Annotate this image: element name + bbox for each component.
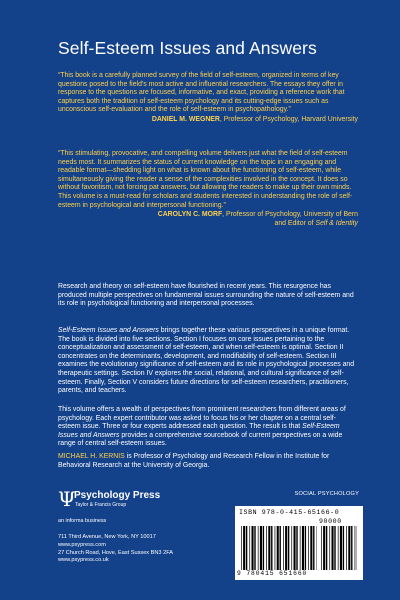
book-title-inline: Self-Esteem Issues and Answers: [58, 423, 340, 439]
isbn-barcode: [235, 506, 363, 580]
publisher-logo: [58, 488, 188, 518]
price-code: 90000: [319, 518, 342, 525]
book-title-inline: Self-Esteem Issues and Answers: [58, 327, 159, 334]
journal-title: Self & Identity: [315, 219, 358, 227]
endorsement-quote: “This stimulating, provocative, and compelling volume delivers just what the field of self-esteem needs most. It summarizes the status of current knowledge on the topic in an engaging and readable format—shedding light on what is known about the functioning of self-esteem, while simultaneously giving the reader a sense of the complexities involved in the concept. It does so without favoritism, not forcing pat answers, but allowing the readers to make up their own minds. This volume is a must-read for scholars and students interested in understanding the role of self-esteem in psychological and interpersonal functioning.”: [58, 150, 353, 209]
endorser-name: DANIEL M. WEGNER: [151, 115, 220, 123]
addon-barcode-icon: [321, 526, 359, 570]
endorsement-attribution: [58, 116, 358, 125]
publisher-name: Psychology Press: [74, 490, 161, 501]
endorsement-attribution: [58, 211, 358, 228]
publisher-group: Taylor & Francis Group: [75, 502, 127, 508]
endorsement-quote: “This book is a carefully planned survey of the field of self-esteem, organized in terms of key questions posed to the field’s most active and influential researchers. The essays they offer in response to the questions are focused, informative, and exact, providing a reference work that captures both the tradition of self-esteem psychology and its cutting-edge issues such as unconscious self-evaluation and the role of self-esteem in psychopathology.”: [58, 72, 345, 114]
endorser-name: CAROLYN C. MORF: [157, 211, 223, 219]
author-bio: MICHAEL H. KERNIS is Professor of Psychology and Research Fellow in the Institute for Behavioral Research at the University of Georgia.: [58, 453, 330, 469]
isbn-label: ISBN 978-0-415-65166-0: [239, 509, 340, 516]
endorser-affiliation: , Professor of Psychology, University of Bern: [222, 211, 358, 219]
endorser-affiliation: , Professor of Psychology, Harvard University: [219, 115, 358, 123]
description-paragraph-1: Research and theory on self-esteem have flourished in recent years. This resurgence has produced multiple perspectives on fundamental issues surrounding the nature of self-esteem and its role in psychological functioning and interpersonal processes.: [58, 283, 354, 308]
ean-barcode-icon: [241, 526, 319, 570]
publisher-addresses: 711 Third Avenue, New York, NY 10017 www.psypress.com 27 Church Road, Hove, East Sussex BN3 2FA www.psypress.co.uk: [58, 534, 174, 564]
category-label: SOCIAL PSYCHOLOGY: [294, 491, 359, 497]
description-paragraph-3: This volume offers a wealth of perspectives from prominent researchers from different areas of psychology. Each expert contributor was asked to focus his or her chapter on a central self-esteem issue. Three or four experts addressed each question. The result is that Self-Esteem Issues and Answers provides a comprehensive sourcebook of current perspectives on a wide range of central self-esteem issues.: [58, 406, 346, 448]
endorsement-morf: [58, 150, 358, 228]
psi-logo-icon: Ψ: [58, 487, 76, 511]
endorser-affiliation-prefix: and Editor of: [274, 219, 316, 227]
author-name: MICHAEL H. KERNIS: [58, 453, 125, 460]
barcode-digits: 9 780415 651660: [237, 570, 308, 577]
description-paragraph-2: Self-Esteem Issues and Answers brings together these various perspectives in a unique format. The book is divided into five sections. Section I focuses on core issues pertaining to the conceptualization and assessment of self-esteem, and when self-esteem is optimal. Section II concentrates on the determinants, development, and modifiability of self-esteem. Section III examines the evolutionary significance of self-esteem and its role in psychological processes and therapeutic settings. Section IV explores the social, relational, and cultural significance of self-esteem. Finally, Section V considers future directions for self-esteem researchers, practitioners, parents, and teachers.: [58, 327, 355, 395]
book-title: Self-Esteem Issues and Answers: [58, 38, 317, 58]
publisher-tagline: an informa business: [58, 518, 107, 524]
endorsement-wegner: [58, 72, 358, 125]
